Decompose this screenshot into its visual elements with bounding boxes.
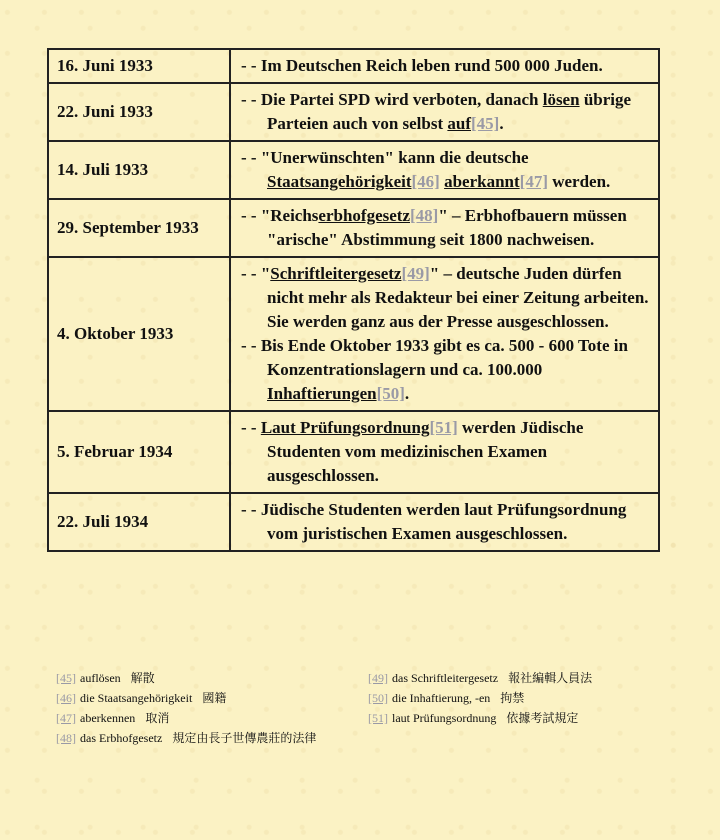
event-date: 4. Oktober 1933: [48, 257, 230, 411]
event-description: [230, 83, 659, 141]
footnote-translation: 國籍: [202, 691, 227, 705]
footnote-translation: 解散: [130, 671, 155, 685]
footnotes-right: [368, 668, 668, 728]
event-text: .: [499, 114, 504, 133]
footnote-term: aberkennen: [80, 711, 136, 725]
footnote: [368, 708, 668, 728]
footnote: [56, 668, 346, 688]
event-text: - -: [241, 418, 261, 437]
event-text: - - Jüdische Studenten werden laut Prüfungsordnung vom juristischen Examen ausgeschlossen.: [241, 500, 627, 543]
footnote-translation: 取消: [145, 711, 170, 725]
footnote: [368, 668, 668, 688]
event-text: werden Jüdische Studenten vom medizinischen Examen ausgeschlossen.: [267, 418, 584, 485]
footnote-number-link[interactable]: [48]: [56, 731, 76, 745]
footnote-number-link[interactable]: [46]: [56, 691, 76, 705]
footnote-term: die Inhaftierung, -en: [392, 691, 491, 705]
event-item: [241, 88, 656, 136]
event-item: [241, 498, 656, 546]
footnote-term: auflösen: [80, 671, 121, 685]
footnote-ref-link[interactable]: [50]: [376, 384, 405, 403]
event-text: - - Bis Ende Oktober 1933 gibt es ca. 500 - 600 Tote in Konzentrationslagern und ca. 100.000: [241, 336, 628, 379]
footnote-term: das Erbhofgesetz: [80, 731, 163, 745]
chronology-body: [48, 49, 659, 551]
glossary-term: lösen: [542, 90, 580, 109]
footnote-term: das Schriftleitergesetz: [392, 671, 499, 685]
footnote-translation: 規定由長子世傳農莊的法律: [172, 731, 317, 745]
event-date: 5. Februar 1934: [48, 411, 230, 493]
event-text: .: [404, 384, 410, 403]
footnote-number-link[interactable]: [49]: [368, 671, 388, 685]
glossary-term: erbhofgesetz: [318, 206, 410, 225]
glossary-term: auf: [447, 114, 472, 133]
event-row: [48, 49, 659, 83]
event-text: übrige Parteien auch von selbst: [267, 90, 632, 133]
event-date: 14. Juli 1933: [48, 141, 230, 199]
glossary-term: Inhaftierungen: [267, 384, 377, 403]
footnote-number-link[interactable]: [51]: [368, 711, 388, 725]
event-row: [48, 141, 659, 199]
event-item: [241, 204, 656, 252]
glossary-term: Schriftleitergesetz: [270, 264, 402, 283]
event-text: - - "Reichs: [241, 206, 319, 225]
event-text: - - "Unerwünschten" kann die deutsche: [241, 148, 529, 167]
event-description: [230, 257, 659, 411]
event-item: [241, 262, 656, 334]
footnote-ref-link[interactable]: [49]: [401, 264, 430, 283]
footnote-number-link[interactable]: [45]: [56, 671, 76, 685]
event-date: 22. Juni 1933: [48, 83, 230, 141]
event-description: [230, 49, 659, 83]
glossary-term: Laut Prüfungsordnung: [260, 418, 430, 437]
footnote-ref-link[interactable]: [47]: [519, 172, 548, 191]
event-date: 22. Juli 1934: [48, 493, 230, 551]
event-item: [241, 54, 656, 78]
event-date: 29. September 1933: [48, 199, 230, 257]
footnote-ref-link[interactable]: [45]: [471, 114, 500, 133]
event-description: [230, 493, 659, 551]
event-description: [230, 411, 659, 493]
footnotes-left: [56, 668, 346, 748]
footnote-translation: 拘禁: [500, 691, 525, 705]
footnote-ref-link[interactable]: [48]: [410, 206, 439, 225]
footnote-term: die Staatsangehörigkeit: [80, 691, 193, 705]
chronology-table: [47, 48, 660, 552]
footnote: [56, 688, 346, 708]
event-item: [241, 416, 656, 488]
event-text: - - Im Deutschen Reich leben rund 500 000 Juden.: [241, 56, 603, 75]
footnote: [368, 688, 668, 708]
event-text: - - Die Partei SPD wird verboten, danach: [241, 90, 543, 109]
footnote: [56, 728, 346, 748]
glossary-term: aberkannt: [444, 172, 520, 191]
event-row: [48, 83, 659, 141]
event-text: " – Erbhofbauern müssen "arische" Abstimmung seit 1800 nachweisen.: [267, 206, 627, 249]
event-row: [48, 411, 659, 493]
event-text: - - ": [241, 264, 271, 283]
footnote-number-link[interactable]: [47]: [56, 711, 76, 725]
event-description: [230, 199, 659, 257]
event-text: " – deutsche Juden dürfen nicht mehr als Redakteur bei einer Zeitung arbeiten. Sie werden ganz aus der Presse ausgeschlossen.: [267, 264, 649, 331]
event-item: [241, 146, 656, 194]
event-item: [241, 334, 656, 406]
footnote-translation: 報社編輯人員法: [508, 671, 593, 685]
footnote-translation: 依據考試規定: [506, 711, 579, 725]
event-text: werden.: [547, 172, 611, 191]
footnote-ref-link[interactable]: [51]: [429, 418, 458, 437]
footnote-term: laut Prüfungsordnung: [392, 711, 497, 725]
event-date: 16. Juni 1933: [48, 49, 230, 83]
footnote-number-link[interactable]: [50]: [368, 691, 388, 705]
event-row: [48, 493, 659, 551]
event-row: [48, 199, 659, 257]
footnote-ref-link[interactable]: [46]: [411, 172, 440, 191]
glossary-term: Staatsangehörigkeit: [267, 172, 412, 191]
footnote: [56, 708, 346, 728]
event-row: [48, 257, 659, 411]
event-description: [230, 141, 659, 199]
